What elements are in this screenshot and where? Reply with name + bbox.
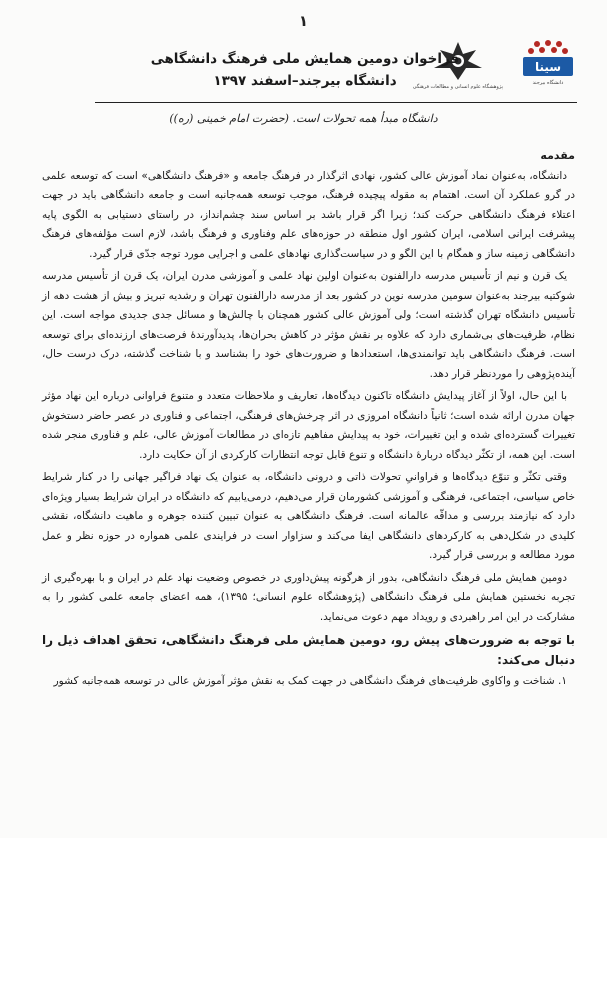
body-paragraph: دانشگاه، به‌عنوان نماد آموزش عالی کشور، نهادی اثرگذار در فرهنگ جامعه و «فرهنگ دانشگاهی» است که توسعه علمی در گرو عملکرد آن است. اهتمام به مقوله پیچیده فرهنگ، موجب توسعه همه‌جانبه است و جامعه دانشگاهی باید در جهت اعتلاء فرهنگ دانشگاهی حرکت کند؛ زیرا اگر قرار باشد بر اساس سند چشم‌انداز، در راستای دستیابی به الگوی پایه پیشرفت ایرانی اسلامی، ایران کشور اول منطقه در حوزه‌های علم وفناوری و فرهنگ باشد، لازم است مؤلفه‌های فرهنگ دانشگاهی زمینه ساز و همگام با این الگو و در سیاست‌گذاری نهادهای علمی و اجرایی مورد توجه جدّی قرار گیرد. <box>42 169 575 260</box>
body-paragraph: یک قرن و نیم از تأسیس مدرسه دارالفنون به‌عنوان اولین نهاد علمی و آموزشی مدرن ایران، یک قرن از تأسیس مدرسه شوکتیه بیرجند به‌عنوان سومین مدرسه نوین در کشور بعد از مدرسه دارالفنون تهران و رشدیه تبریز و بیش از هشت دهه از تأسیس دانشگاه تهران گذشته است؛ ولی آموزش عالی کشور همچنان با چالش‌ها و مسائل جدی جدیدی مواجه است. این نظام، ظرفیت‌های بی‌شماری دارد که علاوه بر نقش مؤثر در کاهش بحران‌ها، پدیدآورندهٔ فرصت‌های ارزنده‌ای برای توسعه است. فرهنگ دانشگاهی باید توانمندی‌ها، استعدادها و ضرورت‌های خود را بشناسد و با شناخت گذشته، درک درست حال، آینده‌پژوهی را موردنظر قرار دهد. <box>42 270 575 380</box>
call-title-block <box>150 48 460 92</box>
header-divider <box>95 102 577 103</box>
section-heading-intro: مقدمه <box>540 149 575 162</box>
body-paragraph: وقتی تکثّر و تنوّع دیدگاه‌ها و فراوانیِ تحولات ذاتی و درونی دانشگاه، به عنوان یک نهاد فراگیر جهانی را در کنار شرایط خاص سیاسی، اجتماعی، فرهنگی و آموزشی کشورمان قرار می‌دهیم، درمی‌یابیم که دانشگاه در ایران شرایط بسیار ویژه‌ای دارد که نیازمند بررسی و مداقّه عالمانه است. فرهنگ دانشگاهی به عنوان تبیین کننده جوهره و ماهیت دانشگاه، نقشی کلیدی در شکل‌دهی به کارکردهای دانشگاهی ایفا می‌کند و سزاوار است در فرایندی علمی همواره در حوزه نظر و عمل مورد مطالعه و بررسی قرار گیرد. <box>42 471 575 561</box>
goals-intro: با توجه به ضرورت‌های پیش رو، دومین همایش ملی فرهنگ دانشگاهی، تحقق اهداف ذیل را دنبال می‌کند: <box>42 633 575 667</box>
svg-text:سینا: سینا <box>534 60 562 74</box>
body-paragraph: با این حال، اولاً از آغاز پیدایش دانشگاه تاکنون دیدگاه‌ها، تعاریف و ملاحظات متعدد و متنوع فراوانی درباره این نهاد مؤثر جهان مدرن ارائه شده است؛ ثانیاً دانشگاه امروزی در اثر چرخش‌های فرهنگی، اجتماعی و فناوری در عصر حاضر دستخوش تغییرات گسترده‌ای شده و این تغییرات، خود به پیدایش مفاهیم تازه‌ای در مطالعات آموزش عالی، علم و فناوری منجر شده است. این همه، از تکثّر دیدگاه دربارهٔ دانشگاه و تنوع قابل توجه انتظارات کارکردی از آن حکایت دارد. <box>42 390 575 461</box>
logo-caption-right: دانشگاه بیرجند <box>532 80 564 86</box>
page-number: ۱ <box>298 12 309 30</box>
call-subtitle: دانشگاه بیرجند–اسفند ۱۳۹۷ <box>213 73 397 89</box>
goal-item: ۱. شناخت و واکاوی ظرفیت‌های فرهنگ دانشگاهی در جهت کمک به نقش مؤثر آموزش عالی در توسعه همه‌جانبه کشور <box>53 675 567 687</box>
document-body <box>42 146 575 695</box>
university-logo <box>517 40 579 86</box>
call-title: فراخوان دومین همایش ملی فرهنگ دانشگاهی <box>150 51 460 67</box>
epigraph-quote: دانشگاه مبدأ همه تحولات است. (حضرت امام خمینی (ره)) <box>169 112 438 125</box>
body-paragraph: دومین همایش ملی فرهنگ دانشگاهی، بدور از هرگونه پیش‌داوری در خصوص وضعیت نهاد علم در ایران و با بهره‌گیری از تجربه نخستین همایش ملی فرهنگ دانشگاهی (پژوهشگاه علوم انسانی؛ ۱۳۹۵)، همه اعضای جامعه علمی کشور را به مشارکت در این امر راهبردی و رویداد مهم دعوت می‌نماید. <box>42 571 576 623</box>
logo-caption-left: پژوهشگاه علوم انسانی و مطالعات فرهنگی <box>412 84 503 90</box>
birjand-university-emblem <box>517 40 579 78</box>
